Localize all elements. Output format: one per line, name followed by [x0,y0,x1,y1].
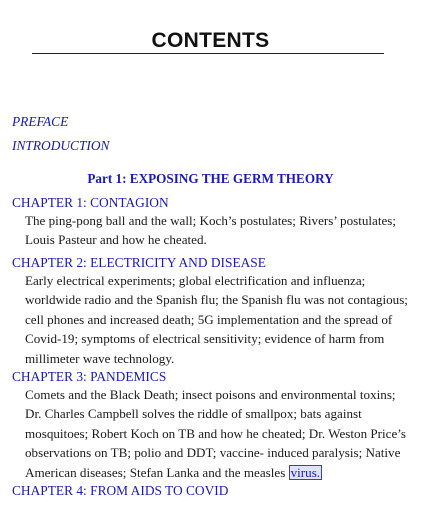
toc-link-chapter-3[interactable]: CHAPTER 3: PANDEMICS [12,369,167,384]
description-line: Comets and the Black Death; insect poisons and environmental toxins; [25,387,396,402]
chapter-1-description [25,211,420,250]
page-title: CONTENTS [151,29,270,52]
description-line-text: American diseases; Stefan Lanka and the measles [25,464,286,480]
title-rule [32,53,384,54]
chapter-2-description [25,271,420,368]
description-line: Louis Pasteur and how he cheated. [25,232,207,248]
description-line-last [25,463,420,482]
toc-link-chapter-4[interactable]: CHAPTER 4: FROM AIDS TO COVID [12,483,229,498]
description-line: millimeter wave technology. [25,350,175,366]
toc-link-introduction[interactable]: INTRODUCTION [12,138,110,153]
description-line: The ping-pong ball and the wall; Koch’s postulates; Rivers’ postulates; [25,213,397,228]
toc-link-chapter-2[interactable]: CHAPTER 2: ELECTRICITY AND DISEASE [12,255,266,270]
description-line: mosquitoes; Robert Koch on TB and how he cheated; Dr. Weston Price’s [25,425,407,441]
description-line: Early electrical experiments; global electrification and influenza; [25,273,366,288]
highlighted-word[interactable]: virus. [290,464,321,480]
description-line: Dr. Charles Campbell solves the riddle of smallpox; bats against [25,406,362,422]
toc-link-chapter-1[interactable]: CHAPTER 1: CONTAGION [12,195,169,210]
toc-link-preface[interactable]: PREFACE [12,114,69,129]
chapter-3-description [25,385,420,482]
description-line: cell phones and increased death; 5G implementation and the spread of [25,311,393,327]
part-heading[interactable]: Part 1: EXPOSING THE GERM THEORY [87,171,334,186]
description-line: worldwide radio and the Spanish flu; the Spanish flu was not contagious; [25,292,408,308]
description-line: Covid-19; symptoms of electrical sensitivity; evidence of harm from [25,331,385,347]
description-line: observations on TB; polio and DDT; vaccine- induced paralysis; Native [25,445,401,461]
